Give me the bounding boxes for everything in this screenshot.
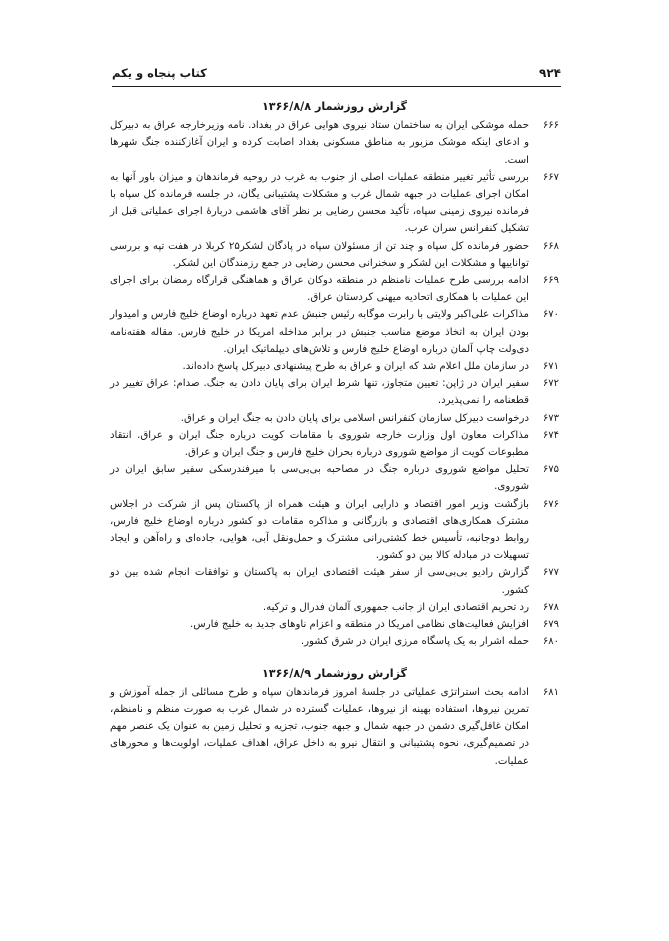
list-item: [110, 375, 559, 409]
list-item: [110, 427, 559, 461]
item-number: ۶۷۹: [542, 619, 559, 631]
item-number: ۶۷۴: [542, 429, 559, 441]
item-number: ۶۶۷: [542, 171, 559, 183]
item-text: سفیر ایران در ژاپن: تعیین متجاوز، تنها شرط ایران برای پایان دادن به جنگ. صدام: عراق تغییر در قطعنامه را نمی‌پذیرد.: [110, 378, 529, 407]
item-text: حمله اشرار به یک پاسگاه مرزی ایران در شرق کشور.: [300, 636, 529, 648]
item-number: ۶۷۱: [542, 361, 559, 373]
list-item: [110, 169, 559, 238]
list-item: [110, 564, 559, 598]
item-number: ۶۷۷: [542, 567, 559, 579]
item-text: رد تحریم اقتصادی ایران از جانب جمهوری آلمان فدرال و ترکیه.: [262, 601, 529, 613]
list-item: [110, 117, 559, 169]
list-item: [110, 633, 559, 650]
book-title: کتاب پنجاه و یکم: [112, 66, 207, 80]
item-text: بازگشت وزیر امور اقتصاد و دارایی ایران و هیئت همراه از پاکستان پس از شرکت در اجلاس مشترک همکاری‌های اقتصادی و بازرگانی و مذاکره مقامات دو کشور درباره اوضاع خلیج فارس، روابط دوجانبه، تأسیس خط کشتی‌رانی مشترک و حمل‌ونقل آبی، هوایی، جاده‌ای و راه‌آهن و ایجاد تسهیلات در مبادله کالا بین دو کشور.: [110, 498, 529, 562]
section-heading: گزارش روزشمار ۱۳۶۶/۸/۹: [261, 666, 408, 680]
list-item: [110, 684, 559, 770]
item-text: درخواست دبیرکل سازمان کنفرانس اسلامی برای پایان دادن به جنگ ایران و عراق.: [180, 412, 529, 424]
item-text: در سازمان ملل اعلام شد که ایران و عراق به طرح پیشنهادی دبیرکل پاسخ داده‌اند.: [182, 361, 529, 373]
page-header: [112, 64, 561, 87]
list-item: [110, 238, 559, 272]
list-item: [110, 272, 559, 306]
item-text: افزایش فعالیت‌های نظامی امریکا در منطقه و اعزام ناوهای جدید به خلیج فارس.: [190, 619, 529, 631]
list-item: [110, 410, 559, 427]
item-number: ۶۷۰: [542, 309, 559, 321]
item-text: بررسی تأثیر تغییر منطقه عملیات اصلی از جنوب به غرب در روحیه فرماندهان و میزان باور آنها به امکان اجرای عملیات در جبهه شمال غرب و مشکلات پشتیبانی یگان، در جلسه فرمانده کل سپاه با فرمانده نیروی زمینی سپاه، تأکید محسن رضایی بر نظر آقای هاشمی دربارهٔ اجرای عملیاتی قبل از تشکیل کنفرانس سران عرب.: [110, 171, 529, 235]
item-text: مذاکرات علی‌اکبر ولایتی با رابرت موگابه رئیس جنبش عدم تعهد درباره اوضاع خلیج فارس و امیدوار بودن ایران به اتخاذ موضع مناسب جنبش در برابر مداخله امریکا در خلیج فارس. مقاله هفته‌نامه دی‌ولت چاپ آلمان درباره اوضاع خلیج فارس و تلاش‌های دیپلماتیک ایران.: [110, 309, 529, 355]
item-number: ۶۷۳: [542, 412, 559, 424]
item-text: تحلیل مواضع شوروی درباره جنگ در مصاحبه بی‌بی‌سی با میرفندرسکی سفیر سابق ایران در شوروی.: [110, 464, 529, 493]
item-number: ۶۷۶: [542, 498, 559, 510]
list-item: [110, 616, 559, 633]
item-text: ادامه بررسی طرح عملیات نامنظم در منطقه دوکان عراق و هماهنگی قرارگاه رمضان برای اجرای این عملیات با همکاری اتحادیه میهنی کردستان عراق.: [110, 275, 529, 304]
item-number: ۶۷۸: [542, 601, 559, 613]
item-number: ۶۸۰: [542, 636, 559, 648]
list-item: [110, 306, 559, 358]
item-number: ۶۷۲: [542, 378, 559, 390]
item-text: مذاکرات معاون اول وزارت خارجه شوروی با مقامات کویت درباره جنگ ایران و عراق. انتقاد مطبوعات کویت از مواضع شوروی درباره بحران خلیج فارس و جنگ ایران و عراق.: [110, 429, 529, 459]
item-number: ۶۶۶: [542, 120, 559, 132]
item-number: ۶۸۱: [542, 686, 559, 698]
list-item: [110, 358, 559, 375]
item-text: حمله موشکی ایران به ساختمان ستاد نیروی هوایی عراق در بغداد. نامه وزیرخارجه عراق به دبیرکل و ادعای اینکه موشک مزبور به مناطق مسکونی بغداد اصابت کرده و ایران آغازکننده جنگ شهرها است.: [110, 120, 529, 166]
page-content: [110, 98, 559, 770]
page-number: ۹۲۴: [539, 66, 561, 80]
item-text: ادامه بحث استراتژی عملیاتی در جلسهٔ امروز فرماندهان سپاه و طرح مسائلی از جمله آموزش و تمرین نیروها، استفاده بهینه از نیروها، عملیات گسترده در شمال غرب به صورت منظم و نامنظم، امکان غافل‌گیری دشمن در جبهه شمال و جبهه جنوب، تجزیه و تحلیل زمین به عنوان یک عنصر مهم در تصمیم‌گیری، نحوه پشتیبانی و انتقال نیرو به داخل عراق، اهداف عملیات، اولویت‌ها و محورهای عملیات.: [110, 686, 529, 767]
item-number: ۶۷۵: [542, 464, 559, 476]
list-item: [110, 599, 559, 616]
list-item: [110, 496, 559, 565]
item-text: حضور فرمانده کل سپاه و چند تن از مسئولان سپاه در پادگان لشکر۲۵ کربلا در هفت تپه و بررسی تواناییها و مشکلات این لشکر و سخنرانی محسن رضایی در جمع رزمندگان این لشکر.: [110, 240, 529, 269]
item-number: ۶۶۸: [542, 240, 559, 252]
section-heading: گزارش روزشمار ۱۳۶۶/۸/۸: [261, 100, 408, 113]
item-number: ۶۶۹: [542, 275, 559, 287]
list-item: [110, 461, 559, 495]
item-text: گزارش رادیو بی‌بی‌سی از سفر هیئت اقتصادی ایران به پاکستان و توافقات انجام شده بین دو کشور.: [110, 567, 529, 596]
